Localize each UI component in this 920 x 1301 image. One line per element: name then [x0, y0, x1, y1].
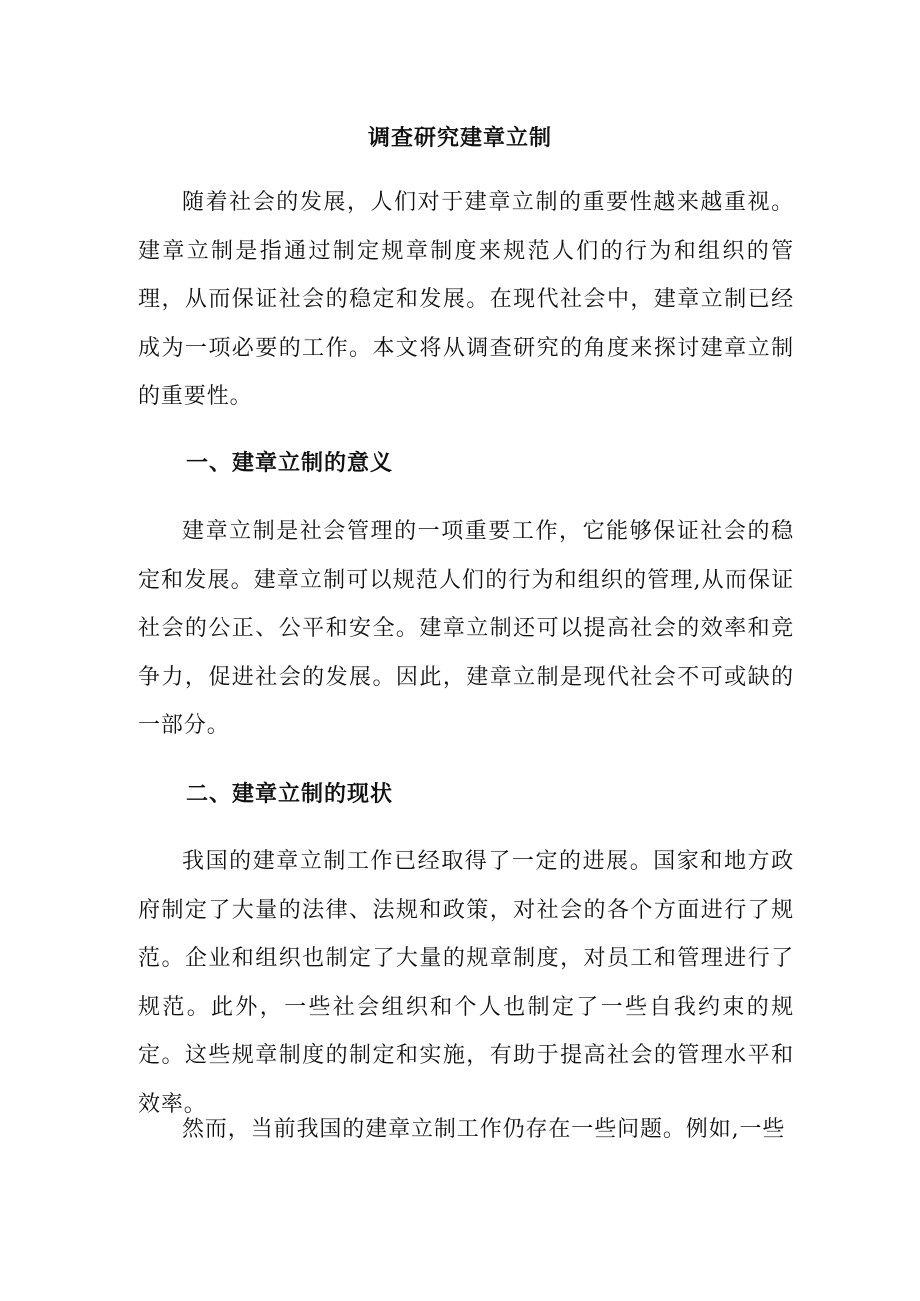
section-heading-significance: 一、建章立制的意义	[186, 450, 394, 476]
significance-paragraph: 建章立制是社会管理的一项重要工作，它能够保证社会的稳定和发展。建章立制可以规范人们的行为和组织的管理,从而保证社会的公正、公平和安全。建章立制还可以提高社会的效率和竞争力，促进社会的发展。因此，建章立制是现代社会不可或缺的一部分。	[138, 519, 794, 738]
section-heading-status: 二、建章立制的现状	[186, 781, 394, 807]
problems-paragraph: 然而，当前我国的建章立制工作仍存在一些问题。例如,一些	[182, 1117, 786, 1142]
intro-paragraph: 随着社会的发展，人们对于建章立制的重要性越来越重视。建章立制是指通过制定规章制度来规范人们的行为和组织的管理，从而保证社会的稳定和发展。在现代社会中，建章立制已经成为一项必要的工作。本文将从调查研究的角度来探讨建章立制的重要性。	[138, 190, 794, 409]
status-paragraph: 我国的建章立制工作已经取得了一定的进展。国家和地方政府制定了大量的法律、法规和政策，对社会的各个方面进行了规范。企业和组织也制定了大量的规章制度，对员工和管理进行了规范。此外，一些社会组织和个人也制定了一些自我约束的规定。这些规章制度的制定和实施，有助于提高社会的管理水平和效率。	[138, 849, 794, 1117]
document-title: 调查研究建章立制	[367, 125, 552, 151]
